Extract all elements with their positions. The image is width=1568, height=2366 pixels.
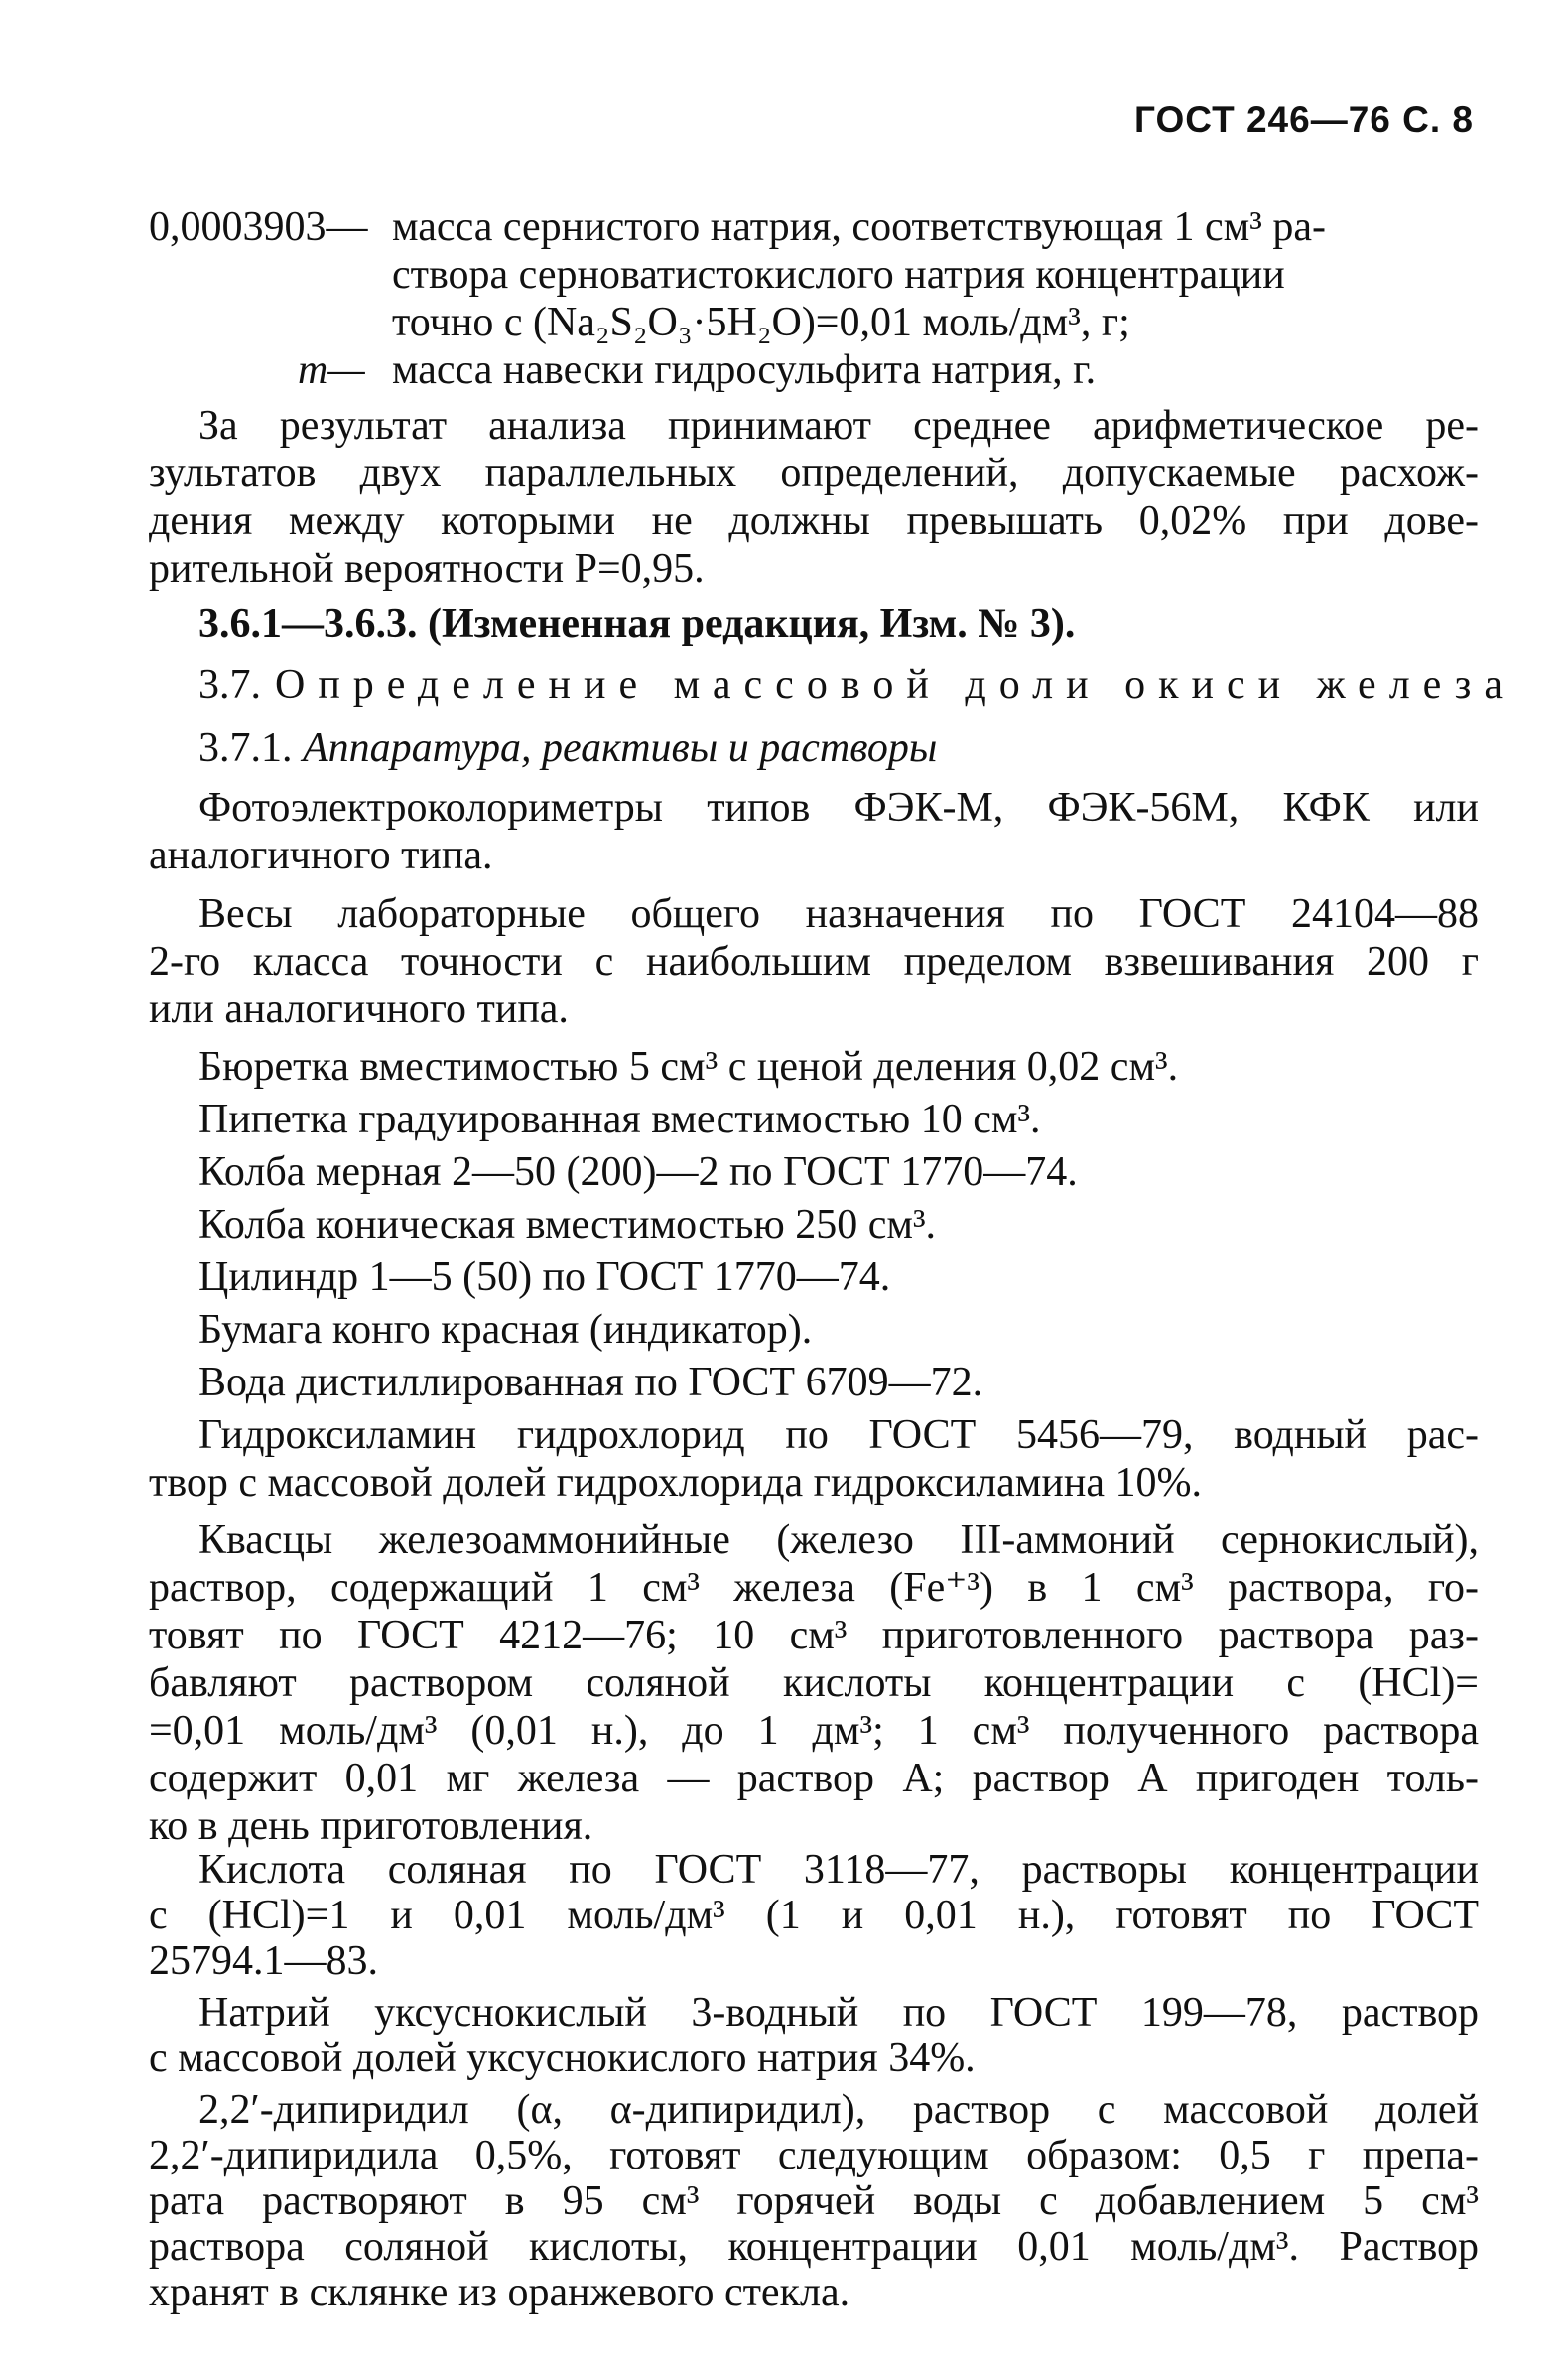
section-heading	[198, 661, 1516, 709]
paragraph-line: рата растворяют в 95 см³ горячей воды с добавлением 5 см³	[149, 2178, 1479, 2224]
paragraph-line: раствора соляной кислоты, концентрации 0,01 моль/дм³. Раствор	[149, 2224, 1479, 2270]
paragraph-line: хранят в склянке из оранжевого стекла.	[149, 2270, 850, 2315]
paragraph-line: 25794.1—83.	[149, 1938, 378, 1984]
list-item: Пипетка градуированная вместимостью 10 см³.	[198, 1097, 1041, 1142]
paragraph-line: дения между которыми не должны превышать 0,02% при дове-	[149, 498, 1479, 544]
definition-text: точно с (Na₂S₂O₃·5H₂O)=0,01 моль/дм³, г;	[392, 300, 1130, 345]
definition-term: m—	[298, 347, 365, 393]
paragraph-line: 2,2′-дипиридил (α, α-дипиридил), раствор с массовой долей	[198, 2087, 1479, 2133]
paragraph-line: твор с массовой долей гидрохлорида гидроксиламина 10%.	[149, 1460, 1202, 1506]
paragraph-line: рительной вероятности Р=0,95.	[149, 546, 705, 592]
paragraph-line: с (HCl)=1 и 0,01 моль/дм³ (1 и 0,01 н.), готовят по ГОСТ	[149, 1893, 1479, 1938]
definition-text: масса сернистого натрия, соответствующая 1 см³ ра-	[392, 204, 1326, 250]
paragraph-line: содержит 0,01 мг железа — раствор А; раствор А пригоден толь-	[149, 1756, 1479, 1801]
definition-term: 0,0003903—	[149, 204, 368, 250]
paragraph-line: =0,01 моль/дм³ (0,01 н.), до 1 дм³; 1 см³ полученного раствора	[149, 1708, 1479, 1754]
list-item: Вода дистиллированная по ГОСТ 6709—72.	[198, 1360, 983, 1405]
subsection-title: Аппаратура, реактивы и растворы	[303, 725, 938, 771]
paragraph-line: Натрий уксуснокислый 3-водный по ГОСТ 199—78, раствор	[198, 1990, 1479, 2036]
paragraph-line: ко в день приготовления.	[149, 1803, 593, 1849]
definition-text: масса навески гидросульфита натрия, г.	[392, 347, 1097, 393]
paragraph-line: Фотоэлектроколориметры типов ФЭК-М, ФЭК-56М, КФК или	[198, 785, 1479, 831]
list-item: Бумага конго красная (индикатор).	[198, 1307, 813, 1353]
paragraph-line: Весы лабораторные общего назначения по ГОСТ 24104—88	[198, 891, 1479, 937]
paragraph-line: За результат анализа принимают среднее арифметическое ре-	[198, 403, 1479, 449]
paragraph-line: 2-го класса точности с наибольшим пределом взвешивания 200 г	[149, 939, 1479, 985]
list-item: Цилиндр 1—5 (50) по ГОСТ 1770—74.	[198, 1254, 891, 1300]
page-header: ГОСТ 246—76 С. 8	[1134, 99, 1474, 140]
paragraph-line: Кислота соляная по ГОСТ 3118—77, растворы концентрации	[198, 1847, 1479, 1893]
section-number: 3.7.	[198, 662, 261, 708]
paragraph-line: Квасцы железоаммонийные (железо III-аммоний сернокислый),	[198, 1517, 1479, 1563]
paragraph-line: с массовой долей уксуснокислого натрия 34%.	[149, 2036, 976, 2081]
paragraph-line: аналогичного типа.	[149, 833, 493, 878]
list-item: Колба мерная 2—50 (200)—2 по ГОСТ 1770—74.	[198, 1149, 1078, 1195]
paragraph-line: раствор, содержащий 1 см³ железа (Fe⁺³) в 1 см³ раствора, го-	[149, 1565, 1479, 1611]
paragraph-line: товят по ГОСТ 4212—76; 10 см³ приготовленного раствора раз-	[149, 1613, 1479, 1658]
paragraph-line: зультатов двух параллельных определений, допускаемые расхож-	[149, 451, 1479, 496]
subsection-number: 3.7.1.	[198, 725, 293, 771]
subsection-heading	[198, 724, 1528, 772]
section-title: Определение массовой доли окиси железа	[275, 662, 1516, 708]
paragraph-line: Гидроксиламин гидрохлорид по ГОСТ 5456—79, водный рас-	[198, 1412, 1479, 1458]
paragraph-line: или аналогичного типа.	[149, 986, 569, 1032]
list-item: Колба коническая вместимостью 250 см³.	[198, 1202, 937, 1248]
paragraph-line: бавляют раствором соляной кислоты концентрации с (HCl)=	[149, 1660, 1479, 1706]
amendment-note: 3.6.1—3.6.3. (Измененная редакция, Изм. № 3).	[198, 601, 1076, 647]
list-item: Бюретка вместимостью 5 см³ с ценой деления 0,02 см³.	[198, 1044, 1179, 1090]
definition-text: створа серноватистокислого натрия концентрации	[392, 252, 1285, 298]
paragraph-line: 2,2′-дипиридила 0,5%, готовят следующим образом: 0,5 г препа-	[149, 2133, 1479, 2178]
